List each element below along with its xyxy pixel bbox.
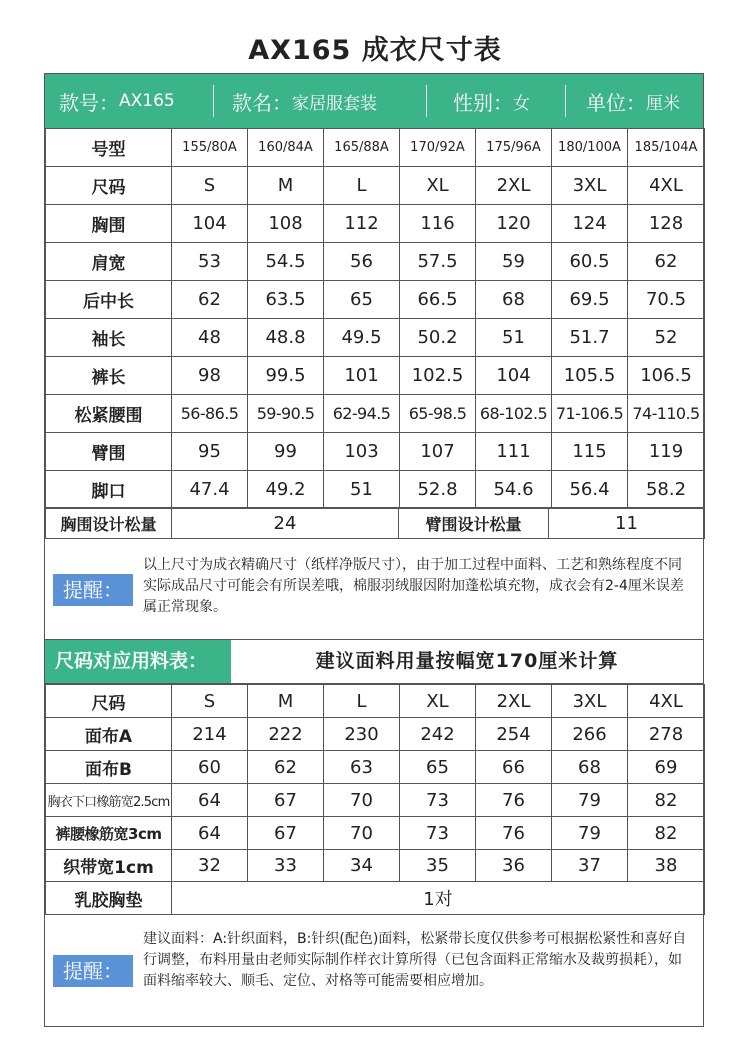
- table-cell: 60.5: [552, 243, 628, 281]
- table-cell: 128: [628, 205, 705, 243]
- table-cell: 82: [628, 784, 705, 817]
- table-cell: 160/84A: [248, 129, 324, 167]
- row-label: 裤腰橡筋宽3cm: [46, 817, 172, 850]
- table-cell: 2XL: [476, 167, 552, 205]
- row-label: 脚口: [46, 471, 172, 509]
- table-cell: 106.5: [628, 357, 705, 395]
- reminder-text: 以上尺寸为成衣精确尺寸（纸样净版尺寸），由于加工过程中面料、工艺和熟练程度不同实际成品尺寸可能会有所误差哦，棉服羽绒服因附加蓬松填充物，成衣会有2-4厘米误差属正常现象。: [143, 557, 684, 615]
- table-cell: 214: [172, 718, 248, 751]
- row-label: 织带宽1cm: [46, 850, 172, 882]
- style-no-cell: [45, 74, 213, 128]
- chest-ease-value: 24: [172, 508, 399, 539]
- spec-header-bar: [45, 74, 703, 128]
- table-cell: 102.5: [400, 357, 476, 395]
- table-cell: 68: [476, 281, 552, 319]
- table-cell: 59: [476, 243, 552, 281]
- table-cell: S: [172, 685, 248, 718]
- row-label: 后中长: [46, 281, 172, 319]
- table-cell: 185/104A: [628, 129, 705, 167]
- table-cell: 165/88A: [324, 129, 400, 167]
- table-cell: 70: [324, 784, 400, 817]
- table-cell: 36: [476, 850, 552, 882]
- table-cell: 79: [552, 784, 628, 817]
- fabric-section-heading: 建议面料用量按幅宽170厘米计算: [315, 650, 619, 672]
- ribbon-row: [46, 850, 705, 882]
- table-cell: 37: [552, 850, 628, 882]
- pad-value: 1对: [172, 882, 705, 915]
- table-cell: 48: [172, 319, 248, 357]
- table-cell: 70: [324, 817, 400, 850]
- table-cell: 82: [628, 817, 705, 850]
- table-cell: 54.5: [248, 243, 324, 281]
- table-cell: 4XL: [628, 685, 705, 718]
- table-cell: 65: [400, 751, 476, 784]
- table-cell: 107: [400, 433, 476, 471]
- table-cell: 60: [172, 751, 248, 784]
- row-label: 肩宽: [46, 243, 172, 281]
- pants-length-row: [46, 357, 705, 395]
- row-label: 尺码: [46, 685, 172, 718]
- table-cell: 56-86.5: [172, 395, 248, 433]
- fabric-size-row: [46, 685, 705, 718]
- fabric-section-label: 尺码对应用料表：: [45, 640, 231, 683]
- table-cell: 111: [476, 433, 552, 471]
- fabric-reminder-text: 建议面料：A:针织面料，B:针织(配色)面料，松紧带长度仅供参考可根据松紧性和喜好自行调整，布料用量由老师实际制作样衣计算所得（已包含面料正常缩水及裁剪损耗），如面料缩率较大、顺毛、定位、对格等可能需要相应增加。: [143, 931, 687, 989]
- table-cell: 2XL: [476, 685, 552, 718]
- table-cell: 51.7: [552, 319, 628, 357]
- table-cell: 68-102.5: [476, 395, 552, 433]
- table-cell: 99.5: [248, 357, 324, 395]
- row-label: 袖长: [46, 319, 172, 357]
- table-cell: 49.2: [248, 471, 324, 509]
- table-cell: 254: [476, 718, 552, 751]
- table-cell: 70.5: [628, 281, 705, 319]
- table-cell: 47.4: [172, 471, 248, 509]
- table-cell: 74-110.5: [628, 395, 705, 433]
- table-cell: 124: [552, 205, 628, 243]
- table-cell: 57.5: [400, 243, 476, 281]
- table-cell: 67: [248, 817, 324, 850]
- table-cell: M: [248, 167, 324, 205]
- fabric-section-header: [45, 640, 703, 684]
- row-label: 臂围: [46, 433, 172, 471]
- table-cell: 180/100A: [552, 129, 628, 167]
- table-cell: 3XL: [552, 685, 628, 718]
- pad-table: [45, 881, 705, 915]
- row-label: 面布A: [46, 718, 172, 751]
- table-cell: 242: [400, 718, 476, 751]
- page-title: AX165 成衣尺寸表: [248, 35, 502, 66]
- table-cell: 52.8: [400, 471, 476, 509]
- row-label: 胸围: [46, 205, 172, 243]
- ease-table: [45, 507, 705, 539]
- table-cell: 62-94.5: [324, 395, 400, 433]
- table-cell: 68: [552, 751, 628, 784]
- waist-row: [46, 395, 705, 433]
- table-cell: 48.8: [248, 319, 324, 357]
- fabric-b-row: [46, 751, 705, 784]
- style-name-value: 家居服套装: [292, 93, 377, 114]
- table-cell: 101: [324, 357, 400, 395]
- table-cell: 62: [172, 281, 248, 319]
- table-cell: 38: [628, 850, 705, 882]
- table-cell: S: [172, 167, 248, 205]
- bra-elastic-row: [46, 784, 705, 817]
- style-no-label: 款号：: [59, 90, 119, 115]
- table-cell: 104: [476, 357, 552, 395]
- table-cell: 56.4: [552, 471, 628, 509]
- table-cell: 222: [248, 718, 324, 751]
- table-cell: 76: [476, 817, 552, 850]
- row-label: 裤长: [46, 357, 172, 395]
- table-cell: L: [324, 167, 400, 205]
- table-cell: 230: [324, 718, 400, 751]
- table-cell: 3XL: [552, 167, 628, 205]
- table-cell: 35: [400, 850, 476, 882]
- table-cell: 266: [552, 718, 628, 751]
- unit-value: 厘米: [646, 93, 680, 114]
- table-cell: 108: [248, 205, 324, 243]
- table-cell: 65: [324, 281, 400, 319]
- table-cell: 33: [248, 850, 324, 882]
- table-cell: 155/80A: [172, 129, 248, 167]
- fabric-reminder-note: [45, 914, 703, 1027]
- table-cell: 79: [552, 817, 628, 850]
- table-cell: 119: [628, 433, 705, 471]
- table-cell: 63: [324, 751, 400, 784]
- table-cell: 170/92A: [400, 129, 476, 167]
- chest-row: [46, 205, 705, 243]
- fabric-reminder-badge: 提醒：: [53, 955, 133, 987]
- unit-cell: [566, 74, 702, 128]
- table-cell: 76: [476, 784, 552, 817]
- style-name-label: 款名：: [232, 90, 292, 115]
- table-cell: 52: [628, 319, 705, 357]
- table-cell: 58.2: [628, 471, 705, 509]
- row-label: 面布B: [46, 751, 172, 784]
- row-label: 尺码: [46, 167, 172, 205]
- table-cell: 66: [476, 751, 552, 784]
- fabric-a-row: [46, 718, 705, 751]
- table-cell: L: [324, 685, 400, 718]
- table-cell: 65-98.5: [400, 395, 476, 433]
- gender-value: 女: [513, 93, 530, 114]
- table-cell: 62: [248, 751, 324, 784]
- gender-label: 性别：: [453, 90, 513, 115]
- hem-row: [46, 471, 705, 509]
- table-cell: XL: [400, 685, 476, 718]
- table-cell: 59-90.5: [248, 395, 324, 433]
- table-cell: 104: [172, 205, 248, 243]
- chest-ease-label: 胸围设计松量: [46, 508, 172, 539]
- shoulder-row: [46, 243, 705, 281]
- table-cell: 115: [552, 433, 628, 471]
- table-cell: 56: [324, 243, 400, 281]
- table-cell: 278: [628, 718, 705, 751]
- table-cell: 54.6: [476, 471, 552, 509]
- table-cell: 71-106.5: [552, 395, 628, 433]
- reminder-badge: 提醒：: [53, 574, 133, 606]
- arm-ease-label: 臂围设计松量: [399, 508, 549, 539]
- pad-label: 乳胶胸垫: [46, 882, 172, 915]
- style-name-cell: [214, 74, 426, 128]
- table-cell: 62: [628, 243, 705, 281]
- table-cell: 64: [172, 817, 248, 850]
- table-cell: 51: [324, 471, 400, 509]
- table-cell: 64: [172, 784, 248, 817]
- arm-row: [46, 433, 705, 471]
- gender-cell: [427, 74, 565, 128]
- table-cell: 103: [324, 433, 400, 471]
- size-code-row: [46, 129, 705, 167]
- table-cell: 120: [476, 205, 552, 243]
- size-table: [45, 128, 705, 509]
- unit-label: 单位：: [586, 90, 646, 115]
- table-cell: 4XL: [628, 167, 705, 205]
- waist-elastic-row: [46, 817, 705, 850]
- table-cell: 105.5: [552, 357, 628, 395]
- sleeve-row: [46, 319, 705, 357]
- table-cell: 50.2: [400, 319, 476, 357]
- table-cell: 116: [400, 205, 476, 243]
- row-label: 胸衣下口橡筋宽2.5cm: [46, 784, 172, 817]
- style-no-value: AX165: [119, 91, 175, 111]
- table-cell: 73: [400, 817, 476, 850]
- size-sheet: [44, 73, 704, 1027]
- arm-ease-value: 11: [549, 508, 705, 539]
- table-cell: 73: [400, 784, 476, 817]
- size-letter-row: [46, 167, 705, 205]
- table-cell: 98: [172, 357, 248, 395]
- table-cell: 51: [476, 319, 552, 357]
- table-cell: 112: [324, 205, 400, 243]
- table-cell: 69.5: [552, 281, 628, 319]
- table-cell: 53: [172, 243, 248, 281]
- table-cell: 69: [628, 751, 705, 784]
- table-cell: 49.5: [324, 319, 400, 357]
- reminder-note: [45, 538, 703, 640]
- fabric-table: [45, 684, 705, 882]
- table-cell: 66.5: [400, 281, 476, 319]
- table-cell: 32: [172, 850, 248, 882]
- table-cell: M: [248, 685, 324, 718]
- row-label: 松紧腰围: [46, 395, 172, 433]
- table-cell: 95: [172, 433, 248, 471]
- table-cell: 34: [324, 850, 400, 882]
- table-cell: 67: [248, 784, 324, 817]
- table-cell: 99: [248, 433, 324, 471]
- back-length-row: [46, 281, 705, 319]
- table-cell: 63.5: [248, 281, 324, 319]
- table-cell: 175/96A: [476, 129, 552, 167]
- row-label: 号型: [46, 129, 172, 167]
- table-cell: XL: [400, 167, 476, 205]
